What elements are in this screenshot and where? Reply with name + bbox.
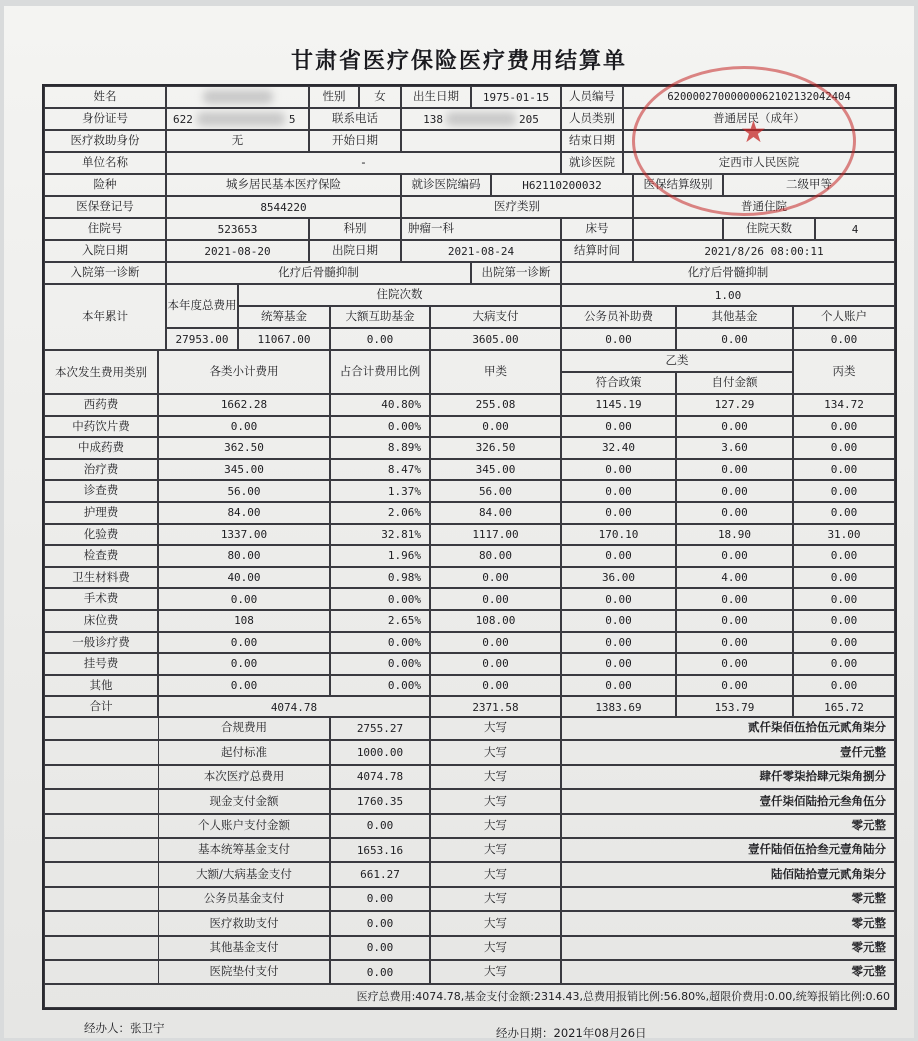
fee-class-c: 0.00 [793,459,895,481]
fee-class-a: 0.00 [430,653,561,675]
fee-name: 挂号费 [44,653,158,675]
fee-subtotal: 0.00 [158,653,330,675]
fee-class-b-self: 0.00 [676,459,793,481]
fee-name: 卫生材料费 [44,567,158,589]
gender-label: 性别 [309,86,359,108]
fee-ratio: 40.80% [330,394,430,416]
annual-total-label: 本年度总费用 [166,284,238,328]
fee-subtotal: 1662.28 [158,394,330,416]
start-label: 开始日期 [309,130,401,152]
summary-spacer [44,887,158,911]
fee-class-b-policy: 0.00 [561,632,676,654]
fee-class-a: 0.00 [430,632,561,654]
person-type-label: 人员类别 [561,108,623,130]
inpatient-no-value: 523653 [166,218,309,240]
fee-class-a: 255.08 [430,394,561,416]
other-fund-label: 其他基金 [676,306,793,328]
fee-class-b-policy: 170.10 [561,524,676,546]
fee-class-b-self: 4.00 [676,567,793,589]
aid-value: 无 [166,130,309,152]
fee-class-a: 80.00 [430,545,561,567]
fee-ratio: 8.47% [330,459,430,481]
summary-capital-value: 零元整 [561,911,895,935]
summary-spacer [44,740,158,764]
civil-label: 公务员补助费 [561,306,676,328]
summary-capital-value: 壹仟陆佰伍拾叁元壹角陆分 [561,838,895,862]
fee-class-b-self: 0.00 [676,480,793,502]
fee-class-b-self: 0.00 [676,588,793,610]
summary-capital-label: 大写 [430,887,561,911]
summary-note: 医疗总费用:4074.78,基金支付金额:2314.43,总费用报销比例:56.80%,超限价费用:0.00,统筹报销比例:0.60 [44,984,895,1008]
admit-diag-value: 化疗后骨髓抑制 [166,262,471,284]
name-label: 姓名 [44,86,166,108]
fee-name: 中药饮片费 [44,416,158,438]
fee-name: 床位费 [44,610,158,632]
fee-total-class-b-policy: 1383.69 [561,696,676,718]
phone-value [401,108,561,130]
discharge-diag-label: 出院第一诊断 [471,262,561,284]
dept-value: 肿瘤一科 [401,218,561,240]
fee-ratio: 32.81% [330,524,430,546]
summary-capital-label: 大写 [430,960,561,984]
summary-capital-label: 大写 [430,765,561,789]
fee-class-a: 326.50 [430,437,561,459]
summary-spacer [44,936,158,960]
fee-class-c: 0.00 [793,610,895,632]
fee-class-c: 0.00 [793,502,895,524]
summary-label: 公务员基金支付 [158,887,330,911]
id-label: 身份证号 [44,108,166,130]
settle-level-value: 二级甲等 [723,174,895,196]
fee-class-c: 134.72 [793,394,895,416]
birth-label: 出生日期 [401,86,471,108]
fee-name: 诊查费 [44,480,158,502]
summary-capital-label: 大写 [430,862,561,886]
class-b-self-header: 自付金额 [676,372,793,394]
fee-class-b-self: 0.00 [676,675,793,697]
fee-total-label: 合计 [44,696,158,718]
fee-class-b-policy: 0.00 [561,502,676,524]
person-type-value: 普通居民（成年） [623,108,895,130]
name-value [166,86,309,108]
summary-value: 1000.00 [330,740,430,764]
fee-class-c: 0.00 [793,632,895,654]
handle-date-text: 经办日期：2021年08月26日 [496,1026,647,1040]
settle-time-label: 结算时间 [561,240,633,262]
days-value: 4 [815,218,895,240]
visits-value: 1.00 [561,284,895,306]
discharge-value: 2021-08-24 [401,240,561,262]
fee-subtotal: 80.00 [158,545,330,567]
fee-name: 一般诊疗费 [44,632,158,654]
admit-value: 2021-08-20 [166,240,309,262]
settle-time-value: 2021/8/26 08:00:11 [633,240,895,262]
fee-class-b-self: 0.00 [676,545,793,567]
fee-class-c: 0.00 [793,416,895,438]
fee-ratio: 1.37% [330,480,430,502]
unit-label: 单位名称 [44,152,166,174]
fee-class-c: 0.00 [793,675,895,697]
fee-subtotal: 0.00 [158,416,330,438]
fee-class-a: 0.00 [430,675,561,697]
fee-class-c: 31.00 [793,524,895,546]
hospital-label: 就诊医院 [561,152,623,174]
summary-value: 2755.27 [330,716,430,740]
fee-ratio: 0.00% [330,653,430,675]
page-title: 甘肃省医疗保险医疗费用结算单 [290,48,627,74]
summary-label: 医疗救助支付 [158,911,330,935]
fee-name: 化验费 [44,524,158,546]
fee-class-b-policy: 1145.19 [561,394,676,416]
fee-ratio: 2.65% [330,610,430,632]
person-no-label: 人员编号 [561,86,623,108]
fee-subtotal: 362.50 [158,437,330,459]
fee-class-b-policy: 0.00 [561,545,676,567]
civil-value: 0.00 [561,328,676,350]
redacted-phone [446,112,516,126]
fee-class-c: 0.00 [793,567,895,589]
pool-value: 11067.00 [238,328,330,350]
med-type-value: 普通住院 [633,196,895,218]
fee-class-c: 0.00 [793,545,895,567]
other-fund-value: 0.00 [676,328,793,350]
fee-class-b-self: 0.00 [676,416,793,438]
summary-label: 起付标准 [158,740,330,764]
phone-label: 联系电话 [309,108,401,130]
summary-value: 0.00 [330,814,430,838]
fee-ratio: 0.98% [330,567,430,589]
fee-name: 护理费 [44,502,158,524]
fee-class-a: 84.00 [430,502,561,524]
summary-capital-label: 大写 [430,838,561,862]
fee-class-b-policy: 0.00 [561,653,676,675]
summary-capital-label: 大写 [430,740,561,764]
fee-class-c: 0.00 [793,480,895,502]
fee-ratio: 1.96% [330,545,430,567]
fee-class-b-self: 127.29 [676,394,793,416]
fee-name: 检查费 [44,545,158,567]
phone-tail: 205 [519,112,539,126]
fee-subtotal: 0.00 [158,588,330,610]
mutual-value: 0.00 [330,328,430,350]
ratio-header: 占合计费用比例 [330,350,430,394]
fee-class-a: 108.00 [430,610,561,632]
summary-spacer [44,765,158,789]
fee-class-b-self: 0.00 [676,610,793,632]
fee-ratio: 2.06% [330,502,430,524]
summary-label: 基本统筹基金支付 [158,838,330,862]
fee-class-b-self: 0.00 [676,502,793,524]
bed-value [633,218,723,240]
summary-capital-value: 肆仟零柒拾肆元柒角捌分 [561,765,895,789]
summary-label: 合规费用 [158,716,330,740]
fee-subtotal: 345.00 [158,459,330,481]
fee-class-b-policy: 0.00 [561,459,676,481]
fee-class-b-policy: 0.00 [561,416,676,438]
fee-ratio: 8.89% [330,437,430,459]
id-value [166,108,309,130]
insurance-value: 城乡居民基本医疗保险 [166,174,401,196]
summary-spacer [44,911,158,935]
summary-value: 0.00 [330,936,430,960]
summary-value: 0.00 [330,911,430,935]
fee-class-c: 0.00 [793,588,895,610]
fee-class-a: 0.00 [430,588,561,610]
end-label: 结束日期 [561,130,623,152]
person-no-value: 62000027000000062102132042404 [623,86,895,108]
summary-spacer [44,862,158,886]
summary-value: 1760.35 [330,789,430,813]
annual-label: 本年累计 [44,284,166,350]
fee-class-b-policy: 0.00 [561,675,676,697]
class-b-header: 乙类 [561,350,793,372]
fee-subtotal: 56.00 [158,480,330,502]
fee-class-b-policy: 0.00 [561,588,676,610]
summary-label: 本次医疗总费用 [158,765,330,789]
handler-text: 经办人：张卫宁 [84,1021,165,1035]
birth-value: 1975-01-15 [471,86,561,108]
summary-value: 0.00 [330,887,430,911]
summary-spacer [44,789,158,813]
class-a-header: 甲类 [430,350,561,394]
fee-name: 西药费 [44,394,158,416]
summary-capital-value: 零元整 [561,814,895,838]
summary-label: 其他基金支付 [158,936,330,960]
unit-value: - [166,152,561,174]
fee-class-c: 0.00 [793,653,895,675]
fee-ratio: 0.00% [330,416,430,438]
gender-value: 女 [359,86,401,108]
summary-value: 0.00 [330,960,430,984]
fee-class-a: 56.00 [430,480,561,502]
start-value [401,130,561,152]
summary-capital-label: 大写 [430,936,561,960]
summary-label: 大额/大病基金支付 [158,862,330,886]
summary-value: 661.27 [330,862,430,886]
fee-subtotal: 84.00 [158,502,330,524]
discharge-diag-value: 化疗后骨髓抑制 [561,262,895,284]
settle-level-label: 医保结算级别 [633,174,723,196]
fee-class-b-self: 18.90 [676,524,793,546]
fee-subtotal: 0.00 [158,675,330,697]
fee-total-class-a: 2371.58 [430,696,561,718]
inpatient-no-label: 住院号 [44,218,166,240]
summary-capital-label: 大写 [430,911,561,935]
summary-capital-label: 大写 [430,716,561,740]
personal-value: 0.00 [793,328,895,350]
id-partial: 622 [173,112,193,126]
fee-total-class-b-self: 153.79 [676,696,793,718]
fee-subtotal: 40.00 [158,567,330,589]
fee-name: 治疗费 [44,459,158,481]
serious-label: 大病支付 [430,306,561,328]
insurance-label: 险种 [44,174,166,196]
hospital-value: 定西市人民医院 [623,152,895,174]
id-tail: 5 [288,112,296,126]
summary-spacer [44,960,158,984]
hosp-code-value: H62110200032 [491,174,633,196]
summary-capital-label: 大写 [430,789,561,813]
visits-label: 住院次数 [238,284,561,306]
fee-type-header: 本次发生费用类别 [44,350,158,394]
fee-class-b-self: 0.00 [676,653,793,675]
summary-capital-value: 壹仟元整 [561,740,895,764]
fee-class-b-policy: 0.00 [561,480,676,502]
fee-class-a: 0.00 [430,416,561,438]
serious-value: 3605.00 [430,328,561,350]
reg-no-label: 医保登记号 [44,196,166,218]
summary-label: 医院垫付支付 [158,960,330,984]
fee-class-a: 345.00 [430,459,561,481]
fee-class-a: 0.00 [430,567,561,589]
aid-label: 医疗救助身份 [44,130,166,152]
fee-class-b-self: 0.00 [676,632,793,654]
admit-diag-label: 入院第一诊断 [44,262,166,284]
stamp-star-icon: ★ [740,115,767,150]
summary-spacer [44,814,158,838]
fee-ratio: 0.00% [330,632,430,654]
fee-class-a: 1117.00 [430,524,561,546]
bed-label: 床号 [561,218,633,240]
fee-class-b-policy: 36.00 [561,567,676,589]
summary-capital-value: 零元整 [561,960,895,984]
summary-spacer [44,716,158,740]
class-b-policy-header: 符合政策 [561,372,676,394]
fee-name: 手术费 [44,588,158,610]
summary-value: 4074.78 [330,765,430,789]
fee-subtotal: 108 [158,610,330,632]
summary-capital-value: 陆佰陆拾壹元贰角柒分 [561,862,895,886]
summary-capital-value: 零元整 [561,936,895,960]
subtotal-header: 各类小计费用 [158,350,330,394]
fee-name: 其他 [44,675,158,697]
fee-subtotal: 1337.00 [158,524,330,546]
dept-label: 科别 [309,218,401,240]
summary-capital-value: 贰仟柒佰伍拾伍元贰角柒分 [561,716,895,740]
personal-label: 个人账户 [793,306,895,328]
phone-partial: 138 [423,112,443,126]
summary-capital-value: 零元整 [561,887,895,911]
admit-label: 入院日期 [44,240,166,262]
hosp-code-label: 就诊医院编码 [401,174,491,196]
fee-subtotal: 0.00 [158,632,330,654]
reg-no-value: 8544220 [166,196,401,218]
fee-class-b-policy: 0.00 [561,610,676,632]
med-type-label: 医疗类别 [401,196,633,218]
settlement-table [42,84,897,1010]
fee-class-c: 0.00 [793,437,895,459]
fee-ratio: 0.00% [330,588,430,610]
pool-label: 统筹基金 [238,306,330,328]
fee-class-b-self: 3.60 [676,437,793,459]
redacted-name [203,90,273,104]
mutual-label: 大额互助基金 [330,306,430,328]
summary-capital-label: 大写 [430,814,561,838]
redacted-id [197,112,285,126]
days-label: 住院天数 [723,218,815,240]
summary-label: 个人账户支付金额 [158,814,330,838]
discharge-label: 出院日期 [309,240,401,262]
fee-total-class-c: 165.72 [793,696,895,718]
fee-name: 中成药费 [44,437,158,459]
fee-total-subtotal: 4074.78 [158,696,430,718]
summary-spacer [44,838,158,862]
fee-class-b-policy: 32.40 [561,437,676,459]
fee-ratio: 0.00% [330,675,430,697]
summary-value: 1653.16 [330,838,430,862]
summary-capital-value: 壹仟柒佰陆拾元叁角伍分 [561,789,895,813]
summary-label: 现金支付金额 [158,789,330,813]
annual-total-value: 27953.00 [166,328,238,350]
class-c-header: 丙类 [793,350,895,394]
